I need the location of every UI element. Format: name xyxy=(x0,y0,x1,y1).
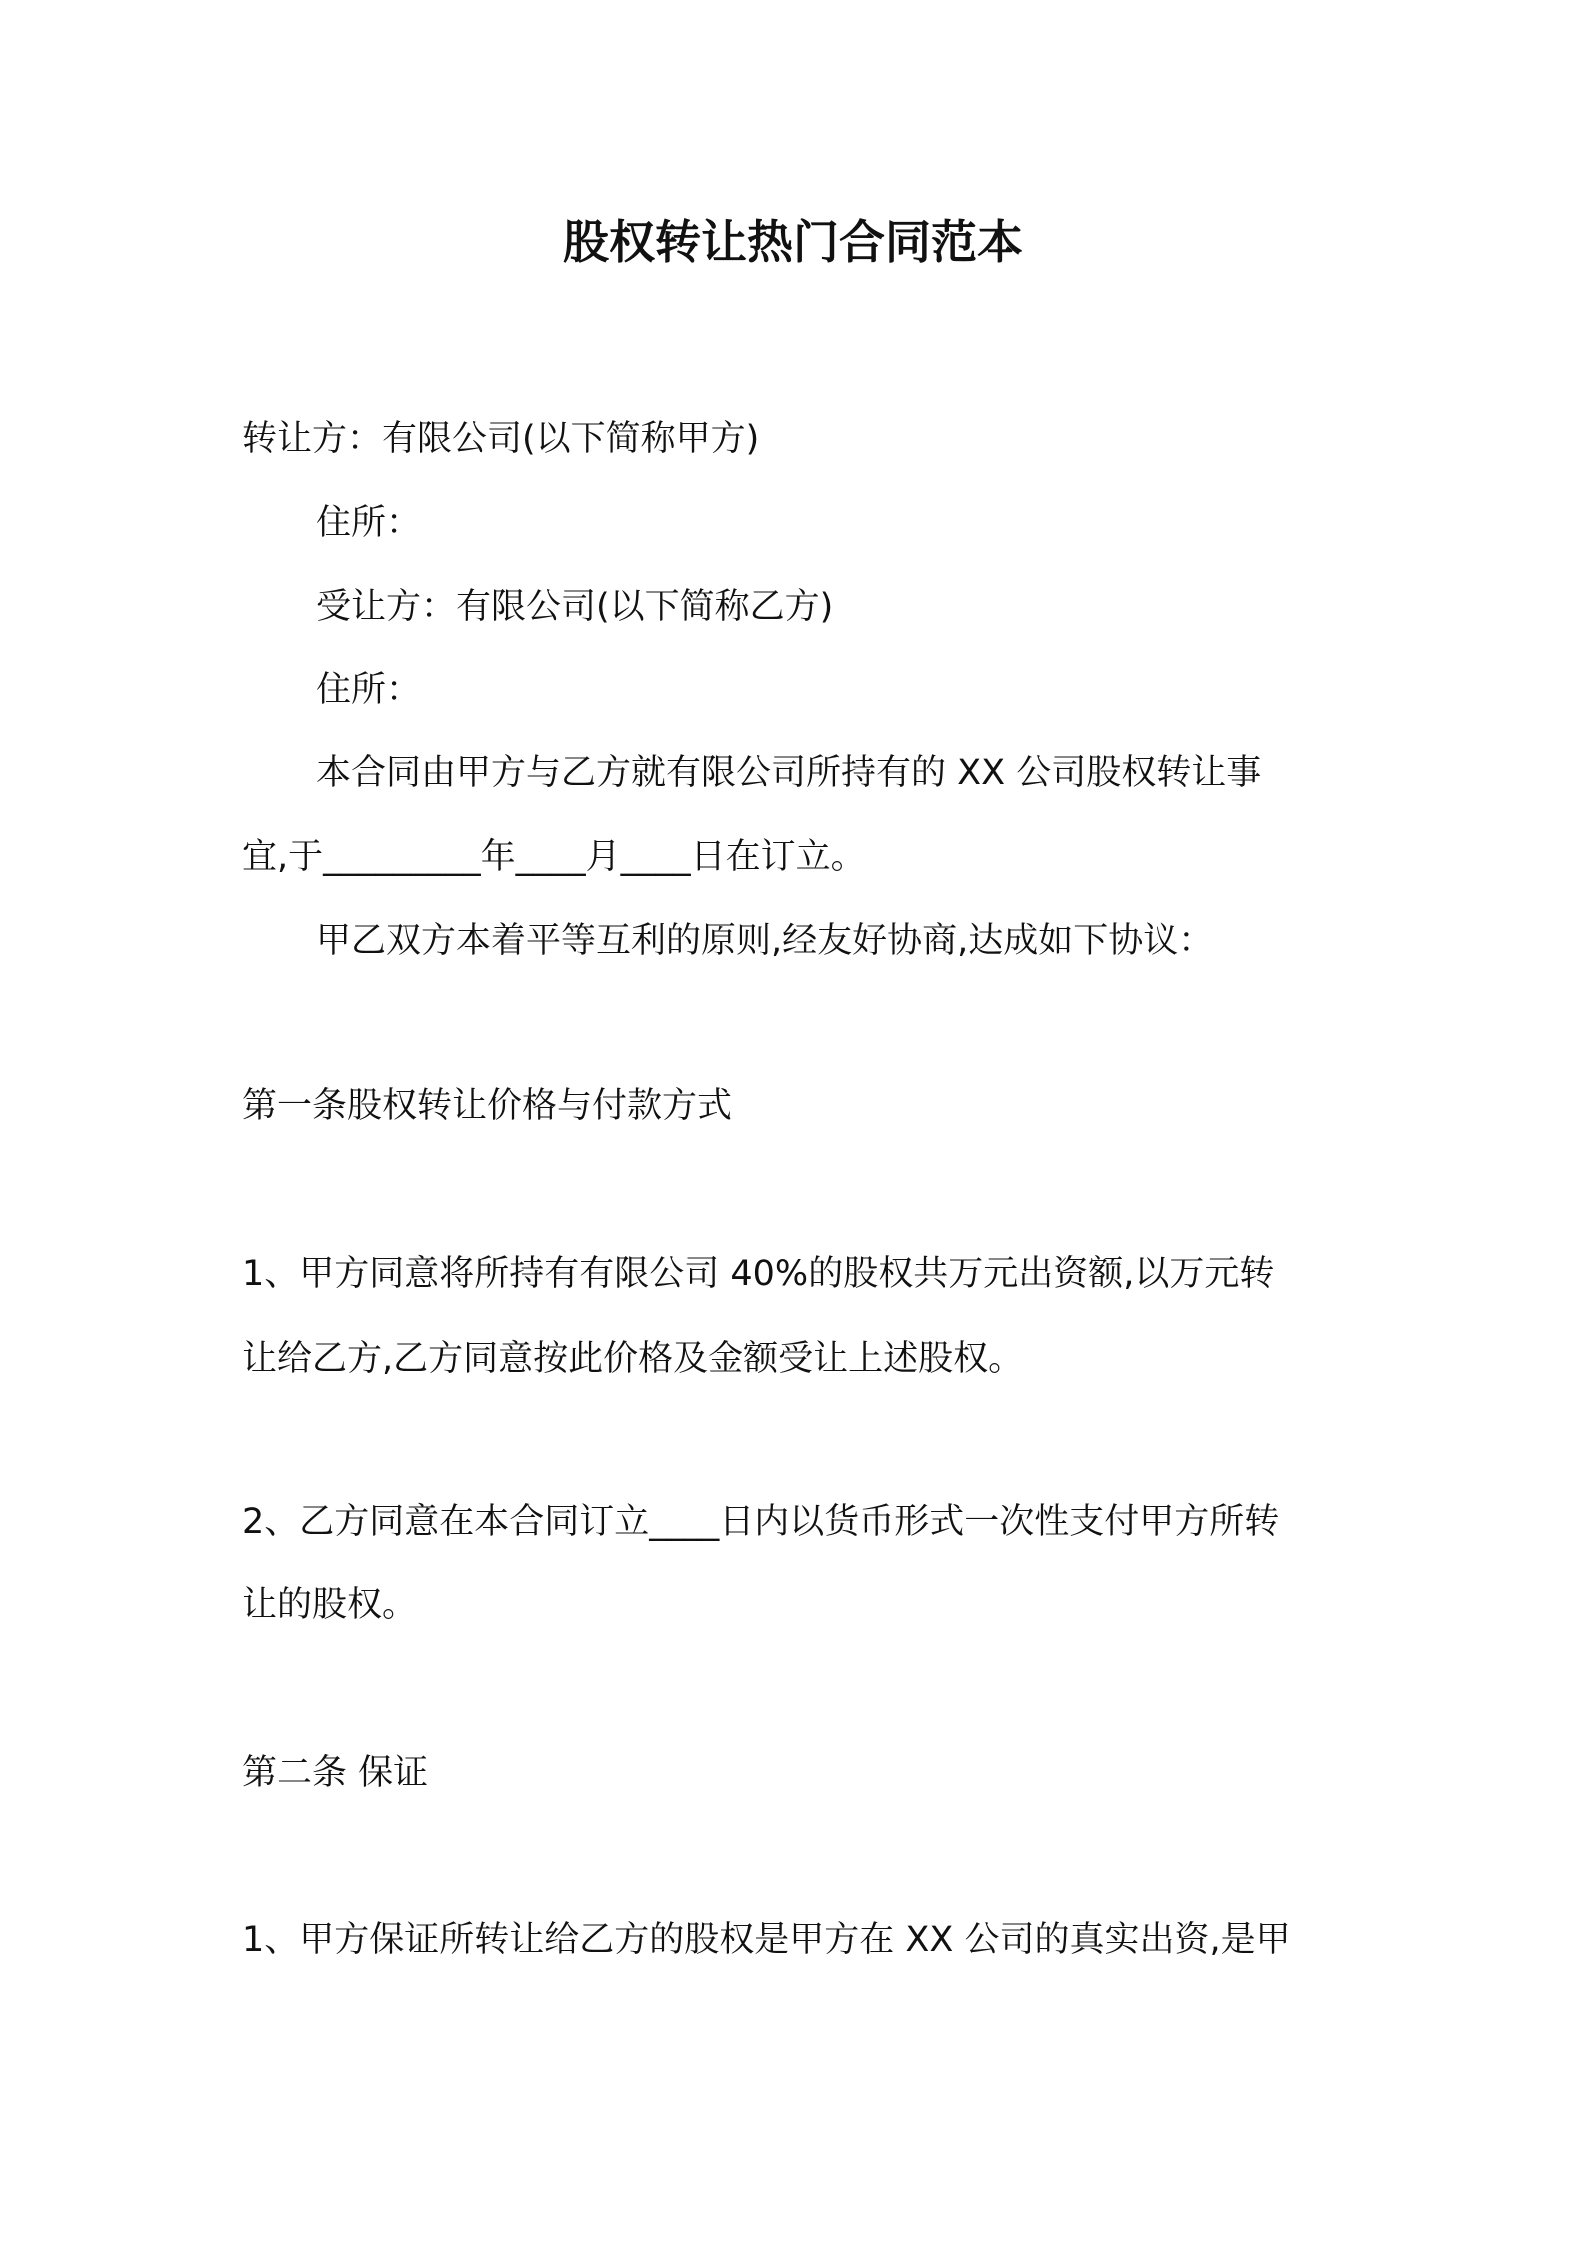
transferee-address: 住所： xyxy=(316,670,422,710)
article-1-heading: 第一条股权转让价格与付款方式 xyxy=(242,1086,733,1126)
article-2-item-1-line-1: 1、甲方保证所转让给乙方的股权是甲方在 XX 公司的真实出资,是甲 xyxy=(242,1920,1291,1960)
document-title: 股权转让热门合同范本 xyxy=(563,215,1023,269)
transferee-line: 受让方：有限公司(以下简称乙方) xyxy=(316,587,834,627)
transferor-address: 住所： xyxy=(316,503,422,543)
article-1-item-2-line-1: 2、乙方同意在本合同订立____日内以货币形式一次性支付甲方所转 xyxy=(242,1502,1280,1542)
article-1-item-2-line-2: 让的股权。 xyxy=(242,1585,418,1625)
article-2-heading: 第二条 保证 xyxy=(242,1753,429,1793)
intro-paragraph-line-1: 本合同由甲方与乙方就有限公司所持有的 XX 公司股权转让事 xyxy=(316,753,1262,793)
article-1-item-1-line-2: 让给乙方,乙方同意按此价格及金额受让上述股权。 xyxy=(242,1339,1024,1379)
transferor-line: 转让方：有限公司(以下简称甲方) xyxy=(242,419,760,459)
intro-paragraph-line-3: 甲乙双方本着平等互利的原则,经友好协商,达成如下协议： xyxy=(316,921,1214,961)
article-1-item-1-line-1: 1、甲方同意将所持有有限公司 40%的股权共万元出资额,以万元转 xyxy=(242,1254,1275,1294)
intro-paragraph-line-2: 宜,于_________年____月____日在订立。 xyxy=(242,837,866,877)
